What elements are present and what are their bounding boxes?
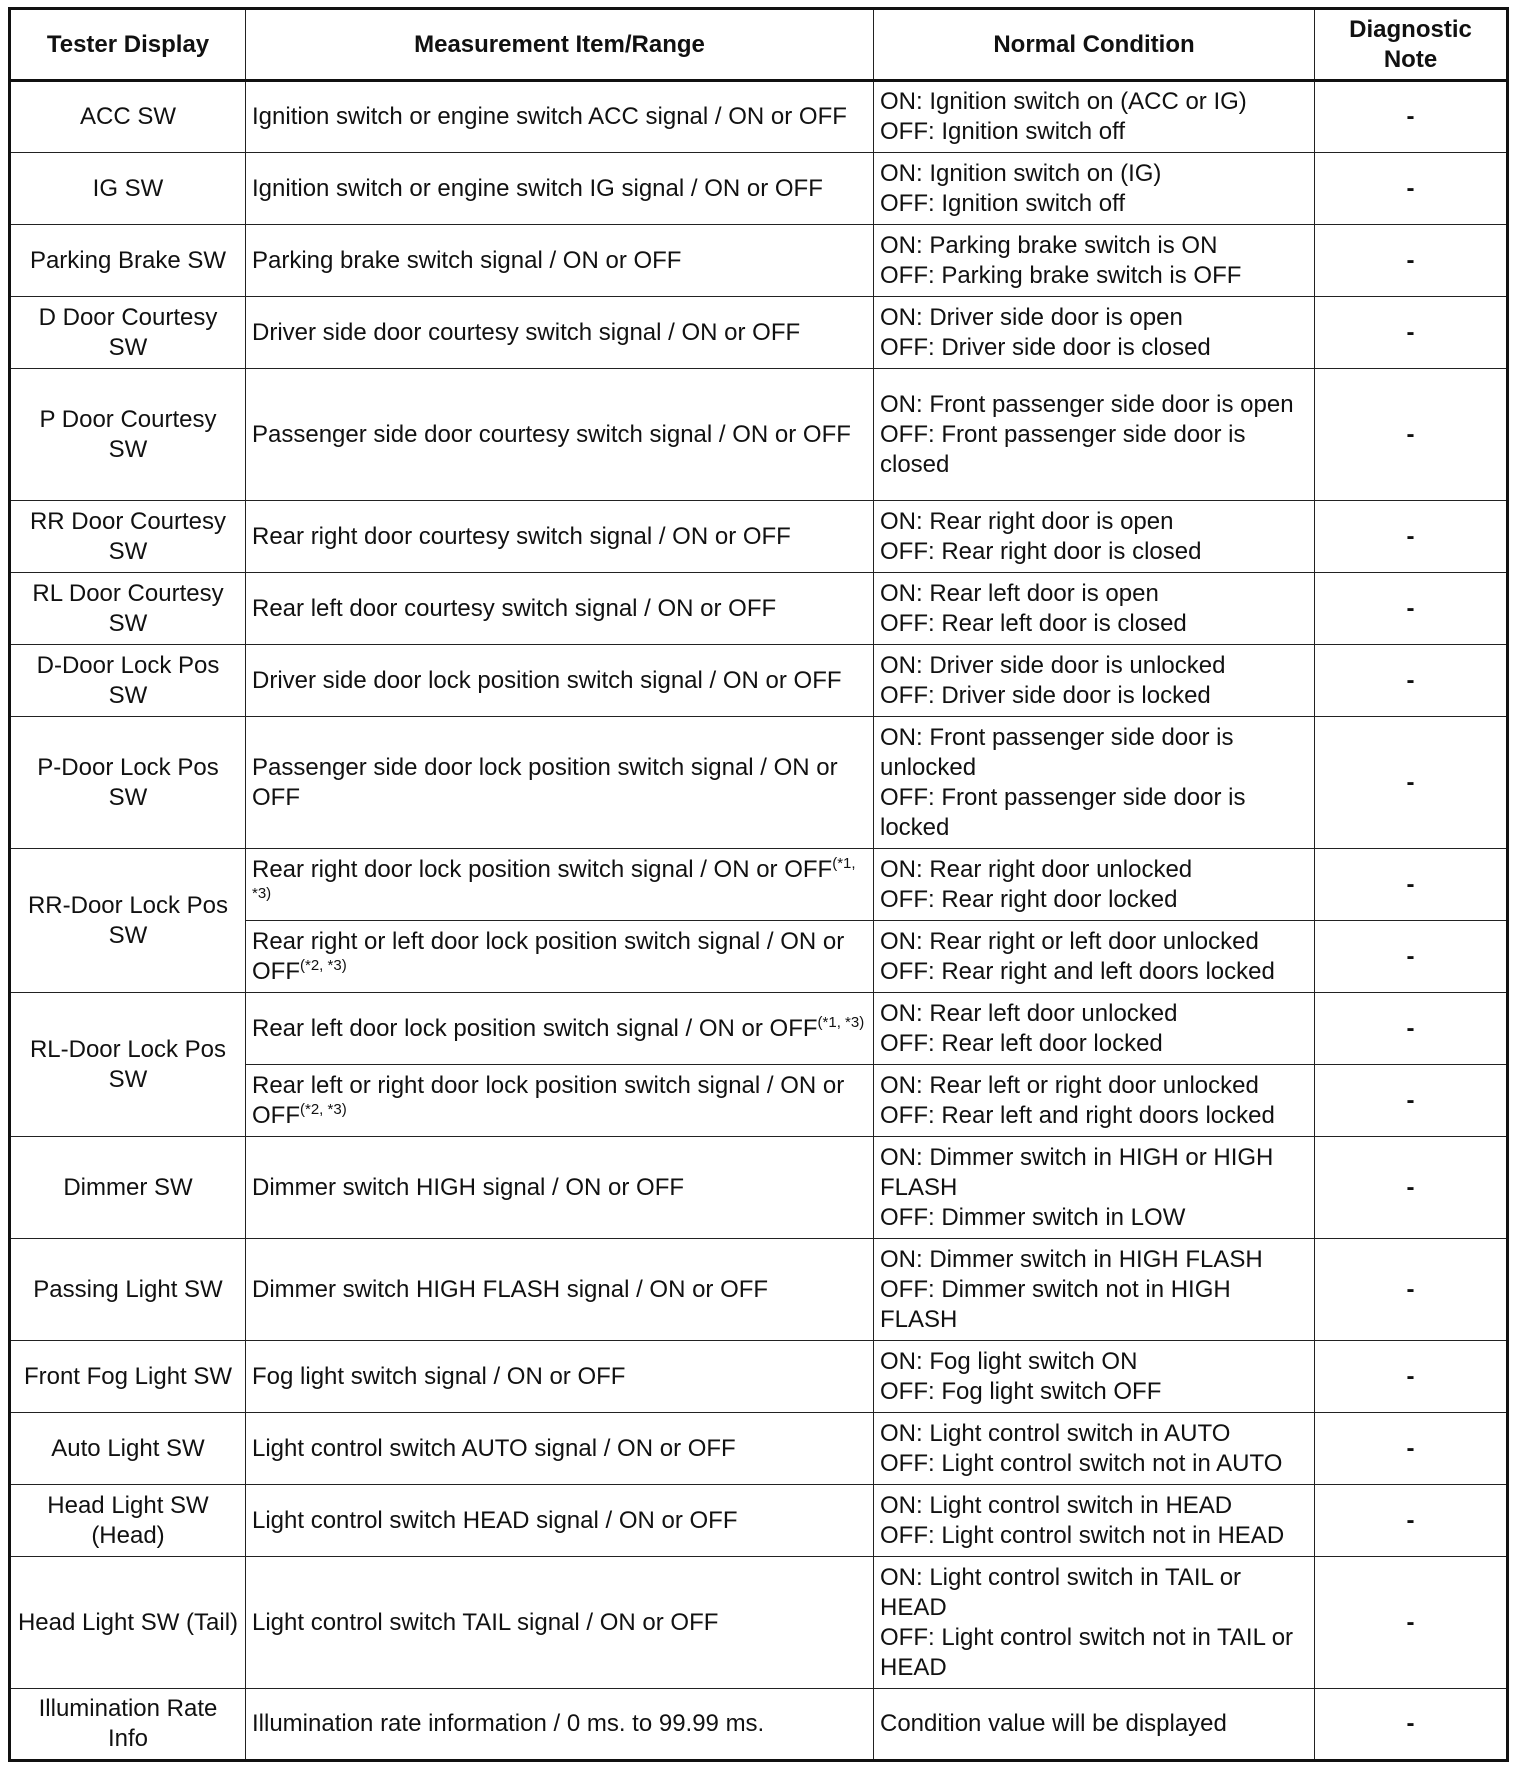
diagnostic-note-cell: [1315, 645, 1508, 717]
normal-on-text: ON: Front passenger side door is open: [880, 390, 1294, 418]
tester-display-cell: Head Light SW (Head): [10, 1485, 246, 1557]
diagnostic-note-cell: [1315, 1413, 1508, 1485]
data-list-table: [8, 7, 1509, 1762]
measurement-text: Rear left door lock position switch signal / ON or OFF: [252, 1014, 818, 1042]
tester-display-cell: Passing Light SW: [10, 1239, 246, 1341]
tester-display-cell: RL-Door Lock Pos SW: [10, 993, 246, 1137]
normal-off-text: OFF: Driver side door is closed: [880, 333, 1211, 361]
table-row: [10, 1137, 1508, 1239]
normal-on-text: Condition value will be displayed: [880, 1710, 1227, 1737]
tester-display-cell: Parking Brake SW: [10, 225, 246, 297]
note-text: -: [1406, 1362, 1415, 1390]
measurement-cell: Ignition switch or engine switch ACC signal / ON or OFF: [246, 81, 874, 153]
footnote-marker: (*2, *3): [300, 956, 347, 974]
footnote-marker: (*1, *3): [252, 854, 856, 902]
note-text: -: [1406, 522, 1415, 550]
measurement-cell: Parking brake switch signal / ON or OFF: [246, 225, 874, 297]
normal-off-text: OFF: Light control switch not in TAIL or HEAD: [880, 1623, 1294, 1681]
table-row: [10, 1485, 1508, 1557]
normal-off-text: OFF: Rear left door is closed: [880, 609, 1187, 637]
tester-display-cell: Front Fog Light SW: [10, 1341, 246, 1413]
tester-display-cell: RL Door Courtesy SW: [10, 573, 246, 645]
tester-display-cell: P Door Courtesy SW: [10, 369, 246, 501]
normal-off-text: OFF: Front passenger side door is closed: [880, 420, 1246, 478]
measurement-cell: [246, 1065, 874, 1137]
tester-display-cell: D-Door Lock Pos SW: [10, 645, 246, 717]
footnote-marker: (*2, *3): [300, 1100, 347, 1118]
normal-off-text: OFF: Rear left and right doors locked: [880, 1101, 1275, 1129]
normal-condition-cell: [874, 573, 1315, 645]
note-text: -: [1406, 420, 1415, 448]
measurement-text: Rear right or left door lock position switch signal / ON or OFF: [252, 927, 845, 985]
normal-condition-cell: [874, 849, 1315, 921]
normal-off-text: OFF: Rear right door locked: [880, 885, 1178, 913]
diagnostic-note-cell: [1315, 1341, 1508, 1413]
normal-on-text: ON: Light control switch in TAIL or HEAD: [880, 1563, 1242, 1621]
normal-condition-cell: [874, 1239, 1315, 1341]
normal-off-text: OFF: Driver side door is locked: [880, 681, 1211, 709]
normal-off-text: OFF: Rear right door is closed: [880, 537, 1202, 565]
normal-off-text: OFF: Rear left door locked: [880, 1029, 1163, 1057]
normal-off-text: OFF: Rear right and left doors locked: [880, 957, 1275, 985]
measurement-cell: [246, 993, 874, 1065]
normal-off-text: OFF: Fog light switch OFF: [880, 1377, 1162, 1405]
measurement-cell: Driver side door courtesy switch signal / ON or OFF: [246, 297, 874, 369]
diagnostic-note-cell: [1315, 297, 1508, 369]
tester-display-cell: Dimmer SW: [10, 1137, 246, 1239]
normal-condition-cell: [874, 921, 1315, 993]
normal-off-text: OFF: Parking brake switch is OFF: [880, 261, 1242, 289]
table-row: [10, 573, 1508, 645]
table-row: [10, 153, 1508, 225]
normal-on-text: ON: Front passenger side door is unlocked: [880, 723, 1234, 781]
normal-on-text: ON: Fog light switch ON: [880, 1347, 1138, 1375]
table-row: [10, 993, 1508, 1065]
measurement-cell: Light control switch HEAD signal / ON or OFF: [246, 1485, 874, 1557]
note-text: -: [1406, 768, 1415, 796]
normal-on-text: ON: Rear right door is open: [880, 507, 1174, 535]
tester-display-cell: RR-Door Lock Pos SW: [10, 849, 246, 993]
normal-off-text: OFF: Front passenger side door is locked: [880, 783, 1246, 841]
normal-condition-cell: [874, 1137, 1315, 1239]
note-text: -: [1406, 318, 1415, 346]
tester-display-cell: IG SW: [10, 153, 246, 225]
header-measurement: Measurement Item/Range: [246, 9, 874, 81]
table-row: [10, 1689, 1508, 1761]
normal-on-text: ON: Dimmer switch in HIGH FLASH: [880, 1245, 1263, 1273]
table-row: [10, 1557, 1508, 1689]
table-row: [10, 225, 1508, 297]
header-tester-display: Tester Display: [10, 9, 246, 81]
tester-display-cell: RR Door Courtesy SW: [10, 501, 246, 573]
diagnostic-note-cell: [1315, 225, 1508, 297]
tester-display-cell: ACC SW: [10, 81, 246, 153]
table-row: [10, 1341, 1508, 1413]
tester-display-cell: D Door Courtesy SW: [10, 297, 246, 369]
table-row: [10, 717, 1508, 849]
normal-on-text: ON: Rear left door is open: [880, 579, 1159, 607]
note-text: -: [1406, 174, 1415, 202]
normal-off-text: OFF: Dimmer switch not in HIGH FLASH: [880, 1275, 1231, 1333]
normal-on-text: ON: Rear right or left door unlocked: [880, 927, 1259, 955]
diagnostic-note-cell: [1315, 153, 1508, 225]
measurement-cell: Passenger side door courtesy switch signal / ON or OFF: [246, 369, 874, 501]
normal-condition-cell: [874, 993, 1315, 1065]
table-row: [10, 501, 1508, 573]
note-text: -: [1406, 1608, 1415, 1636]
tester-display-cell: Illumination Rate Info: [10, 1689, 246, 1761]
measurement-text: Rear right door lock position switch signal / ON or OFF: [252, 855, 833, 883]
normal-condition-cell: [874, 1065, 1315, 1137]
normal-condition-cell: [874, 1689, 1315, 1761]
note-text: -: [1406, 666, 1415, 694]
diagnostic-note-cell: [1315, 921, 1508, 993]
normal-on-text: ON: Driver side door is open: [880, 303, 1183, 331]
table-row: [10, 81, 1508, 153]
table-row: [10, 1413, 1508, 1485]
note-text: -: [1406, 1710, 1415, 1737]
diagnostic-note-cell: [1315, 1239, 1508, 1341]
normal-condition-cell: [874, 501, 1315, 573]
normal-on-text: ON: Light control switch in AUTO: [880, 1419, 1231, 1447]
diagnostic-note-cell: [1315, 573, 1508, 645]
table-row: [10, 645, 1508, 717]
measurement-cell: Fog light switch signal / ON or OFF: [246, 1341, 874, 1413]
normal-on-text: ON: Ignition switch on (IG): [880, 159, 1162, 187]
header-diagnostic-note: Diagnostic Note: [1315, 9, 1508, 81]
normal-on-text: ON: Dimmer switch in HIGH or HIGH FLASH: [880, 1143, 1274, 1201]
normal-on-text: ON: Parking brake switch is ON: [880, 231, 1218, 259]
normal-condition-cell: [874, 1557, 1315, 1689]
header-normal-condition: Normal Condition: [874, 9, 1315, 81]
normal-on-text: ON: Light control switch in HEAD: [880, 1491, 1233, 1519]
normal-condition-cell: [874, 297, 1315, 369]
measurement-cell: Ignition switch or engine switch IG signal / ON or OFF: [246, 153, 874, 225]
normal-off-text: OFF: Light control switch not in AUTO: [880, 1449, 1283, 1477]
diagnostic-note-cell: [1315, 1065, 1508, 1137]
note-text: -: [1406, 942, 1415, 970]
measurement-cell: [246, 849, 874, 921]
normal-condition-cell: [874, 717, 1315, 849]
measurement-cell: Dimmer switch HIGH FLASH signal / ON or OFF: [246, 1239, 874, 1341]
normal-on-text: ON: Rear left door unlocked: [880, 999, 1178, 1027]
note-text: -: [1406, 1014, 1415, 1042]
diagnostic-note-cell: [1315, 369, 1508, 501]
table-row: [10, 369, 1508, 501]
normal-on-text: ON: Rear right door unlocked: [880, 855, 1193, 883]
table-row: [10, 297, 1508, 369]
header-row: [10, 9, 1508, 81]
measurement-cell: Rear left door courtesy switch signal / ON or OFF: [246, 573, 874, 645]
diagnostic-note-cell: [1315, 717, 1508, 849]
note-text: -: [1406, 1173, 1415, 1201]
tester-display-cell: Head Light SW (Tail): [10, 1557, 246, 1689]
normal-on-text: ON: Ignition switch on (ACC or IG): [880, 88, 1247, 115]
measurement-cell: Illumination rate information / 0 ms. to 99.99 ms.: [246, 1689, 874, 1761]
normal-condition-cell: [874, 1485, 1315, 1557]
measurement-cell: [246, 921, 874, 993]
note-text: -: [1406, 246, 1415, 274]
diagnostic-note-cell: [1315, 1689, 1508, 1761]
measurement-cell: Driver side door lock position switch signal / ON or OFF: [246, 645, 874, 717]
measurement-cell: Light control switch AUTO signal / ON or OFF: [246, 1413, 874, 1485]
table-row: [10, 849, 1508, 921]
normal-off-text: OFF: Ignition switch off: [880, 118, 1125, 145]
diagnostic-note-cell: [1315, 849, 1508, 921]
measurement-cell: Light control switch TAIL signal / ON or OFF: [246, 1557, 874, 1689]
diagnostic-note-cell: [1315, 1557, 1508, 1689]
note-text: -: [1406, 594, 1415, 622]
note-text: -: [1406, 1506, 1415, 1534]
note-text: -: [1406, 1434, 1415, 1462]
table-row: [10, 1239, 1508, 1341]
normal-condition-cell: [874, 153, 1315, 225]
diagnostic-note-cell: [1315, 81, 1508, 153]
tester-display-cell: Auto Light SW: [10, 1413, 246, 1485]
normal-off-text: OFF: Dimmer switch in LOW: [880, 1203, 1186, 1231]
normal-off-text: OFF: Light control switch not in HEAD: [880, 1521, 1285, 1549]
normal-condition-cell: [874, 369, 1315, 501]
normal-condition-cell: [874, 1413, 1315, 1485]
normal-condition-cell: [874, 81, 1315, 153]
note-text: -: [1406, 1275, 1415, 1303]
measurement-cell: Rear right door courtesy switch signal / ON or OFF: [246, 501, 874, 573]
diagnostic-note-cell: [1315, 501, 1508, 573]
diagnostic-note-cell: [1315, 1137, 1508, 1239]
note-text: -: [1406, 103, 1415, 130]
normal-condition-cell: [874, 225, 1315, 297]
normal-condition-cell: [874, 645, 1315, 717]
normal-condition-cell: [874, 1341, 1315, 1413]
measurement-cell: Passenger side door lock position switch signal / ON or OFF: [246, 717, 874, 849]
diagnostic-note-cell: [1315, 1485, 1508, 1557]
footnote-marker: (*1, *3): [817, 1013, 865, 1031]
note-text: -: [1406, 1086, 1415, 1114]
tester-display-cell: P-Door Lock Pos SW: [10, 717, 246, 849]
diagnostic-note-cell: [1315, 993, 1508, 1065]
normal-on-text: ON: Driver side door is unlocked: [880, 651, 1226, 679]
measurement-text: Rear left or right door lock position switch signal / ON or OFF: [252, 1071, 845, 1129]
normal-on-text: ON: Rear left or right door unlocked: [880, 1071, 1259, 1099]
note-text: -: [1406, 870, 1415, 898]
measurement-cell: Dimmer switch HIGH signal / ON or OFF: [246, 1137, 874, 1239]
normal-off-text: OFF: Ignition switch off: [880, 189, 1125, 217]
